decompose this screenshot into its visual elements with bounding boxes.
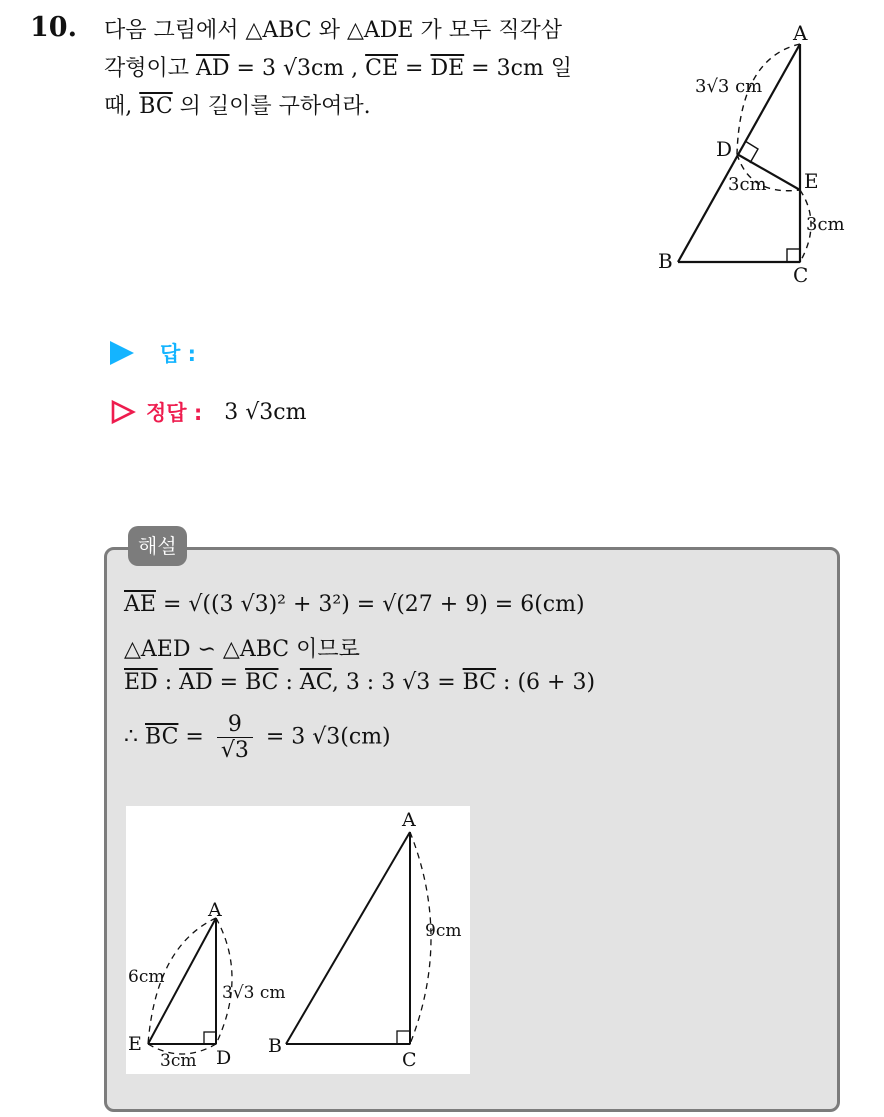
question-text xyxy=(104,12,644,126)
similar-triangles-figure xyxy=(126,806,470,1074)
label-d: D xyxy=(716,137,733,161)
segment-ce: $\overline{CE}$ xyxy=(365,56,399,81)
segment-bc: $\overline{BC}$ xyxy=(145,724,179,750)
outline-triangle-icon xyxy=(110,399,136,425)
segment-bc: $\overline{BC}$ xyxy=(139,94,173,119)
denominator: √3 xyxy=(220,738,249,763)
text: = xyxy=(398,56,431,81)
explanation-line-4 xyxy=(124,712,391,763)
segment-ad: $\overline{AD}$ xyxy=(196,56,230,81)
question-line-3 xyxy=(104,88,644,126)
correct-answer-row xyxy=(110,397,306,427)
small-length-ad: 3√3 cm xyxy=(222,983,286,1003)
length-de: 3cm xyxy=(728,174,767,195)
numerator: 9 xyxy=(217,712,253,738)
length-ec: 3cm xyxy=(806,214,845,235)
length-ad: 3√3 cm xyxy=(695,76,763,97)
text: = 3cm 일 xyxy=(464,56,573,81)
explanation-line-2: △AED ∽ △ABC 이므로 xyxy=(124,637,360,662)
segment-ac: $\overline{AC}$ xyxy=(299,670,332,695)
question-number: 10. xyxy=(30,12,77,43)
text: 때, xyxy=(104,94,140,119)
large-right-angle xyxy=(397,1031,410,1044)
explanation-tag: 해설 xyxy=(128,526,187,566)
correct-answer-label: 정답 : xyxy=(146,401,203,425)
answer-label: 답 : xyxy=(160,342,196,366)
explanation-line-1 xyxy=(124,592,585,617)
text: = 3 √3(cm) xyxy=(258,724,391,750)
label-e: E xyxy=(804,169,819,193)
large-label-a: A xyxy=(402,809,416,831)
text: : xyxy=(278,670,300,695)
small-label-d: D xyxy=(216,1047,232,1069)
question-line-1: 다음 그림에서 △ABC 와 △ADE 가 모두 직각삼 xyxy=(104,18,562,43)
right-angle-c xyxy=(787,249,800,262)
play-triangle-icon xyxy=(110,341,134,365)
problem-figure xyxy=(640,18,880,298)
explanation-line-3 xyxy=(124,670,595,695)
large-label-b: B xyxy=(268,1035,282,1057)
small-arc-ad xyxy=(216,918,232,1044)
text: , 3 : 3 √3 = xyxy=(331,670,463,695)
large-side-ab xyxy=(286,832,410,1044)
segment-ed: $\overline{ED}$ xyxy=(124,670,158,695)
text: = √((3 √3)² + 3²) = √(27 + 9) = 6(cm) xyxy=(155,592,585,617)
small-label-e: E xyxy=(128,1033,142,1055)
text: = xyxy=(178,724,211,750)
answer-row xyxy=(110,338,196,368)
segment-ad: $\overline{AD}$ xyxy=(179,670,213,695)
text: : xyxy=(157,670,180,695)
segment-bc: $\overline{BC}$ xyxy=(245,670,279,695)
small-label-a: A xyxy=(208,899,222,921)
text: 의 길이를 구하여라. xyxy=(172,94,371,119)
segment-ae: $\overline{AE}$ xyxy=(124,592,156,617)
small-length-ed: 3cm xyxy=(160,1051,197,1071)
therefore-symbol: ∴ xyxy=(124,724,145,750)
fraction xyxy=(217,712,253,763)
small-right-angle xyxy=(204,1032,216,1044)
large-length-ac: 9cm xyxy=(425,921,462,941)
label-c: C xyxy=(793,263,809,287)
question-line-2 xyxy=(104,50,644,88)
correct-answer-value: 3 √3cm xyxy=(224,399,307,425)
segment-bc: $\overline{BC}$ xyxy=(462,670,497,695)
text: 각형이고 xyxy=(104,56,197,81)
small-length-ae: 6cm xyxy=(128,967,165,987)
text: : (6 + 3) xyxy=(496,670,596,695)
text: = xyxy=(212,670,246,695)
large-label-c: C xyxy=(402,1049,417,1071)
label-a: A xyxy=(793,21,808,45)
segment-de: $\overline{DE}$ xyxy=(430,56,465,81)
text: = 3 √3cm , xyxy=(229,56,366,81)
label-b: B xyxy=(658,249,673,273)
